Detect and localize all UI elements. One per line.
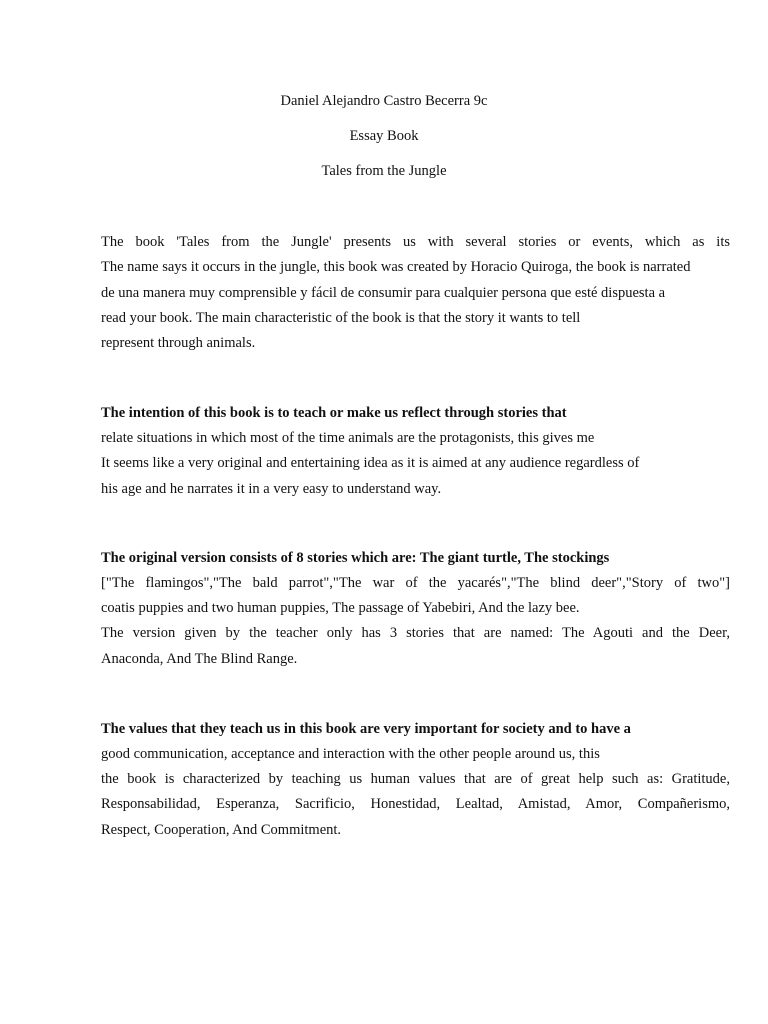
paragraph-line: ["The flamingos","The bald parrot","The war of the yacarés","The blind deer","Story of two"] (101, 575, 730, 591)
paragraph-line: The name says it occurs in the jungle, this book was created by Horacio Quiroga, the book is narrated (101, 259, 691, 275)
paragraph-line: his age and he narrates it in a very easy to understand way. (101, 481, 442, 497)
author-line: Daniel Alejandro Castro Becerra 9c (280, 93, 488, 109)
paragraph-line: represent through animals. (101, 335, 256, 351)
document-type: Essay Book (349, 128, 419, 144)
paragraph-line: read your book. The main characteristic of the book is that the story it wants to tell (101, 310, 581, 326)
paragraph-lead-line: The original version consists of 8 stories which are: The giant turtle, The stockings (101, 550, 610, 566)
paragraph-line: The book 'Tales from the Jungle' presents us with several stories or events, which as its (101, 234, 730, 250)
paragraph-line: de una manera muy comprensible y fácil de consumir para cualquier persona que esté dispuesta a (101, 285, 666, 301)
paragraph-line: good communication, acceptance and interaction with the other people around us, this (101, 746, 600, 762)
paragraph-line: relate situations in which most of the time animals are the protagonists, this gives me (101, 430, 595, 446)
paragraph-line: It seems like a very original and entertaining idea as it is aimed at any audience regardless of (101, 455, 640, 471)
paragraph-line: coatis puppies and two human puppies, The passage of Yabebiri, And the lazy bee. (101, 600, 580, 616)
paragraph-line: Anaconda, And The Blind Range. (101, 651, 298, 667)
paragraph-line: The version given by the teacher only has 3 stories that are named: The Agouti and the Deer, (101, 625, 730, 641)
paragraph-lead-line: The intention of this book is to teach or make us reflect through stories that (101, 405, 567, 421)
document-title: Tales from the Jungle (321, 163, 447, 179)
paragraph-line: the book is characterized by teaching us human values that are of great help such as: Gratitude, (101, 771, 730, 787)
paragraph-lead-line: The values that they teach us in this book are very important for society and to have a (101, 721, 631, 737)
paragraph-line: Responsabilidad, Esperanza, Sacrificio, Honestidad, Lealtad, Amistad, Amor, Compañerismo, (101, 796, 730, 812)
paragraph-line: Respect, Cooperation, And Commitment. (101, 822, 342, 838)
